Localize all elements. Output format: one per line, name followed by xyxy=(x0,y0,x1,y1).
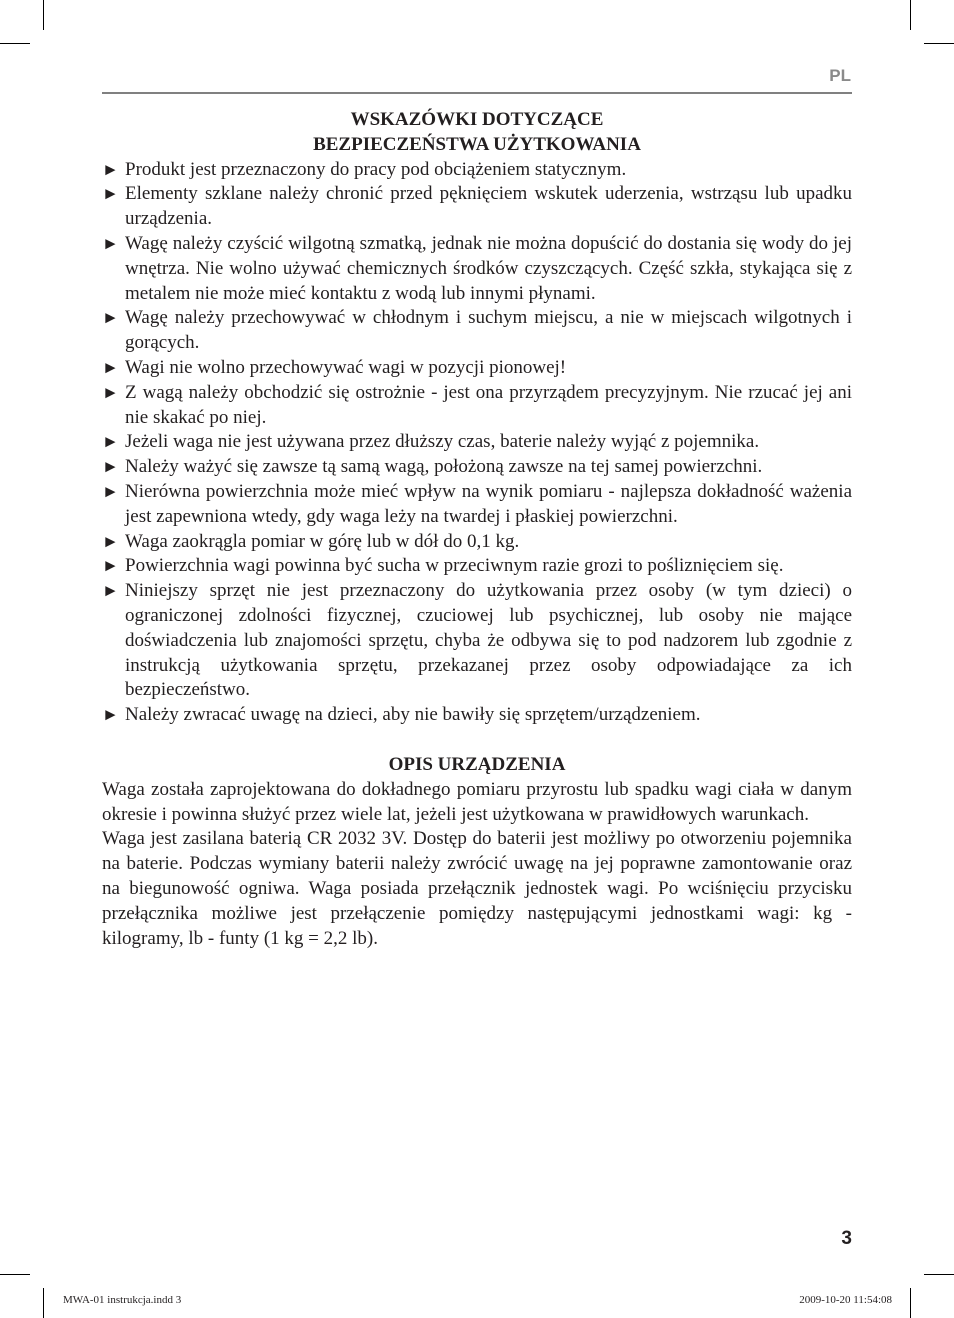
safety-list-item xyxy=(102,554,852,579)
bullet-arrow-icon: ► xyxy=(102,531,119,551)
safety-heading-line-1: WSKAZÓWKI DOTYCZĄCE xyxy=(350,109,604,130)
page-number: 3 xyxy=(841,1228,852,1249)
safety-list-item xyxy=(102,306,852,356)
crop-mark xyxy=(43,1288,44,1318)
safety-list-item xyxy=(102,430,852,455)
description-heading: OPIS URZĄDZENIA xyxy=(388,753,566,775)
bullet-arrow-icon: ► xyxy=(102,233,119,253)
safety-list-item-text: Produkt jest przeznaczony do pracy pod obciążeniem statycznym. xyxy=(125,158,627,180)
safety-list-item-text: Niniejszy sprzęt nie jest przeznaczony do użytkowania przez osoby (w tym dzieci) o ograniczonej zdolności fizycznej, czuciowej lub psychicznej, lub osoby nie mające doświadczenia lub znajomości sprzętu, chyba że odbywa się to pod nadzorem lub zgodnie z instrukcją użytkowania sprzętu, przekazanej przez osoby odpowiadające za ich bezpieczeństwo. xyxy=(125,580,852,701)
bullet-arrow-icon: ► xyxy=(102,481,119,501)
section-gap xyxy=(102,728,852,753)
safety-list-item xyxy=(102,455,852,480)
safety-list xyxy=(102,158,852,728)
safety-list-item-text: Z wagą należy obchodzić się ostrożnie - jest ona przyrządem precyzyjnym. Nie rzucać jej ani nie skakać po niej. xyxy=(125,381,852,428)
safety-list-item xyxy=(102,381,852,431)
safety-list-item xyxy=(102,232,852,306)
bullet-arrow-icon: ► xyxy=(102,581,119,601)
safety-heading-line-2: BEZPIECZEŃSTWA UŻYTKOWANIA xyxy=(313,133,641,155)
footer-timestamp: 2009-10-20 11:54:08 xyxy=(799,1294,892,1306)
crop-mark xyxy=(924,43,954,44)
footer-file: MWA-01 instrukcja.indd 3 xyxy=(63,1294,182,1306)
safety-list-item-text: Powierzchnia wagi powinna być sucha w przeciwnym razie grozi to pośliznięciem się. xyxy=(125,555,784,577)
bullet-arrow-icon: ► xyxy=(102,556,119,576)
bullet-arrow-icon: ► xyxy=(102,457,119,477)
bullet-arrow-icon: ► xyxy=(102,159,119,179)
safety-list-item-text: Jeżeli waga nie jest używana przez dłuższy czas, baterie należy wyjąć z pojemnika. xyxy=(125,431,760,453)
header-rule xyxy=(102,92,852,94)
safety-list-item-text: Wagę należy przechowywać w chłodnym i suchym miejscu, a nie w miejscach wilgotnych i gorących. xyxy=(125,307,852,354)
crop-mark xyxy=(910,1288,911,1318)
language-code: PL xyxy=(829,66,851,85)
bullet-arrow-icon: ► xyxy=(102,184,119,204)
safety-list-item xyxy=(102,182,852,232)
bullet-arrow-icon: ► xyxy=(102,382,119,402)
safety-list-item xyxy=(102,703,852,728)
description-paragraph-2: Waga jest zasilana baterią CR 2032 3V. Dostęp do baterii jest możliwy po otworzeniu pojemnika na baterie. Podczas wymiany baterii należy zwrócić uwagę na jej poprawne zamontowanie oraz na biegunowość ogniwa. Waga posiada przełącznik jednostek wagi. Po wciśnięciu przycisku przełącznika możliwe jest przełączenie pomiędzy następującymi jednostkami wagi: kg - kilogramy, lb - funty (1 kg = 2,2 lb). xyxy=(102,828,852,949)
safety-list-item-text: Wagę należy czyścić wilgotną szmatką, jednak nie można dopuścić do dostania się wody do jej wnętrza. Nie wolno używać chemicznych środków czyszczących. Część szkła, stykająca się z metalem nie może mieć kontaktu z wodą lub innymi płynami. xyxy=(125,232,852,304)
safety-list-item-text: Elementy szklane należy chronić przed pęknięciem wskutek uderzenia, wstrząsu lub upadku urządzenia. xyxy=(125,183,852,230)
safety-list-item-text: Nierówna powierzchnia może mieć wpływ na wynik pomiaru - najlepsza dokładność ważenia jest zapewniona wtedy, gdy waga leży na twardej i płaskiej powierzchni. xyxy=(125,480,852,527)
crop-mark xyxy=(0,43,30,44)
bullet-arrow-icon: ► xyxy=(102,705,119,725)
safety-list-item-text: Wagi nie wolno przechowywać wagi w pozycji pionowej! xyxy=(125,356,567,378)
safety-list-item xyxy=(102,530,852,555)
safety-list-item-text: Waga zaokrągla pomiar w górę lub w dół do 0,1 kg. xyxy=(125,530,520,552)
description-paragraph-1: Waga została zaprojektowana do dokładnego pomiaru przyrostu lub spadku wagi ciała w danym okresie i powinna służyć przez wiele lat, jeżeli jest użytkowana w prawidłowych warunkach. xyxy=(102,778,852,825)
safety-list-item xyxy=(102,158,852,183)
safety-list-item xyxy=(102,356,852,381)
bullet-arrow-icon: ► xyxy=(102,308,119,328)
safety-heading xyxy=(102,108,852,158)
safety-list-item-text: Należy zwracać uwagę na dzieci, aby nie bawiły się sprzętem/urządzeniem. xyxy=(125,704,701,726)
safety-list-item-text: Należy ważyć się zawsze tą samą wagą, położoną zawsze na tej samej powierzchni. xyxy=(125,456,763,478)
page-content xyxy=(102,108,852,951)
crop-mark xyxy=(0,1274,30,1275)
safety-list-item xyxy=(102,579,852,703)
safety-list-item xyxy=(102,480,852,530)
crop-mark xyxy=(924,1274,954,1275)
crop-mark xyxy=(43,0,44,30)
bullet-arrow-icon: ► xyxy=(102,432,119,452)
bullet-arrow-icon: ► xyxy=(102,357,119,377)
crop-mark xyxy=(910,0,911,30)
